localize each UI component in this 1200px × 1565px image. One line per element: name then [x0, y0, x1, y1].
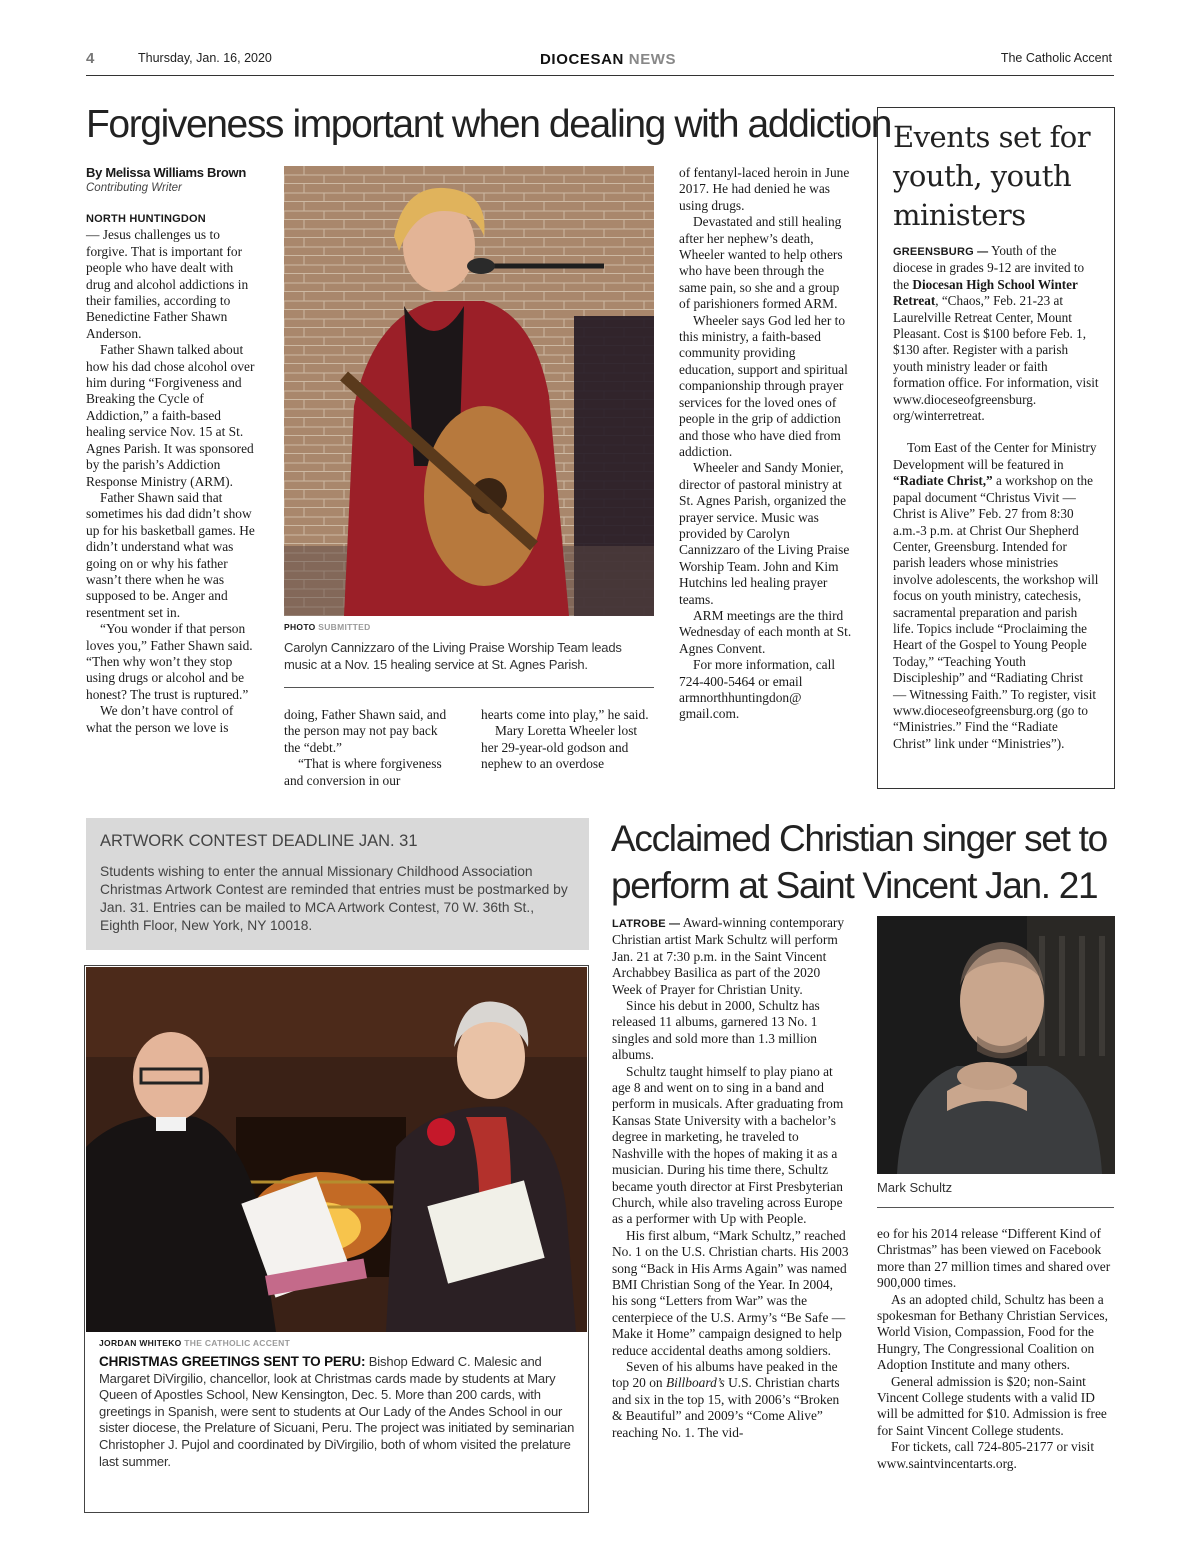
peru-photo-credit-bold: JORDAN WHITEKO: [99, 1338, 182, 1348]
artwork-contest-body: Students wishing to enter the annual Missionary Childhood Association Christmas Artwork Contest are reminded that entries must be postmarked by Jan. 31. Entries can be mailed to MCA Artwork Contest, 70 W. 36th St., Eighth Floor, New York, NY 10018.: [100, 864, 568, 933]
story1-paragraph: — Jesus challenges us to forgive. That is important for people who have dealt with drug and alcohol addictions in their families, according to Benedictine Father Shawn Anderson.: [86, 227, 249, 341]
section-flag-light: NEWS: [628, 51, 677, 68]
story2-paragraph: Schultz taught himself to play piano at age 8 and went on to sing in a band and perform in musicals. After graduating from Kansas State University with a bachelor’s degree in marketing, he traveled to Nashville with the hopes of making it as a musician. During his time there, Schultz became youth director at First Presbyterian Church, while also traveling across Europe as a performer with Up with People.: [612, 1063, 844, 1227]
header-rule: [86, 75, 1114, 76]
section-flag-bold: DIOCESAN: [540, 51, 624, 68]
events-box: [877, 107, 1115, 789]
story1-paragraph: Wheeler says God led her to this ministry, a faith-based community providing education, support and spiritual companionship through prayer services for the loved ones of people in the grip of addiction and those who have died from addiction.: [679, 312, 848, 459]
story2-paragraph: [612, 915, 850, 998]
christmas-cards-photo: [86, 967, 587, 1332]
christmas-cards-photo-graphic: [86, 967, 587, 1332]
story2-headline: Acclaimed Christian singer set to perform at Saint Vincent Jan. 21: [611, 818, 1107, 906]
story2-dateline: LATROBE —: [612, 918, 681, 930]
peru-photo-credit-light: THE CATHOLIC ACCENT: [184, 1338, 291, 1348]
story1-paragraph: “That is where forgiveness and conversion in our: [284, 756, 442, 788]
story2-paragraph: [612, 1359, 850, 1441]
story1-dateline: NORTH HUNTINGDON: [86, 213, 206, 225]
events-text: Youth of the diocese in grades 9-12 are invited to the: [893, 243, 1085, 292]
story2-text: Award-winning contemporary Christian artist Mark Schultz will perform Jan. 21 at 7:30 p.m. in the Saint Vincent Archabbey Basilica as part of the 2020 Week of Prayer for Christian Unity.: [612, 915, 845, 997]
story1-paragraph: Father Shawn said that sometimes his dad didn’t show up for his basketball games. He didn’t understand what was going on or why his father wasn’t there when he was supposed to be. Anger and resentment set in.: [86, 489, 255, 620]
peru-caption-text: Bishop Edward C. Malesic and Margaret DiVirgilio, chancellor, look at Christmas cards made by students at Mary Queen of Apostles School, New Kensington, Dec. 5. More than 200 cards, with greetings in Spanish, were sent to students at Our Lady of the Andes School in our sister diocese, the Prelature of Sicuani, Peru. The project was initiated by seminarian Christopher J. Pujol and coordinated by DiVirgilio, both of whom visited the prelature last summer.: [99, 1354, 575, 1469]
story1-paragraph: ARM meetings are the third Wednesday of each month at St. Agnes Convent.: [679, 607, 852, 656]
events-text-bold: Diocesan High School Winter Retreat: [893, 276, 1078, 309]
events-text: Tom East of the Center for Ministry Development will be featured in: [893, 440, 1097, 472]
story2-paragraph: For tickets, call 724-805-2177 or visit www.saintvincentarts.org.: [877, 1439, 1095, 1471]
story1-photo-credit-bold: PHOTO: [284, 622, 316, 632]
story2-text: U.S. Christian charts and six in the top 15, with 2006’s “Broken & Beautiful” and 2009’s “Come Alive” reaching No. 1. The vid-: [612, 1375, 840, 1440]
story1-paragraph: “You wonder if that person loves you,” Father Shawn said. “Then why won’t they stop using drugs or alcohol and be honest? The trust is ruptured.”: [86, 621, 253, 702]
events-text-bold: “Radiate Christ,”: [893, 473, 993, 489]
story2-col1: [612, 915, 850, 1441]
issue-date: Thursday, Jan. 16, 2020: [138, 51, 272, 65]
story1-paragraph: Devastated and still healing after her nephew’s death, Wheeler wanted to help others who have been through the same pain, so she and a group of parishioners formed ARM.: [679, 214, 843, 312]
story2-col2: [877, 1226, 1115, 1472]
events-headline: Events set for youth, youth ministers: [893, 120, 1091, 232]
story1-paragraph: doing, Father Shawn said, and the person may not pay back the “debt.”: [284, 707, 447, 755]
story1-paragraph: hearts come into play,” he said.: [481, 707, 649, 722]
artwork-contest-box: [86, 818, 589, 950]
byline-role: Contributing Writer: [86, 182, 182, 194]
story1-col4: [679, 165, 853, 723]
story1-paragraph: For more information, call 724-400-5464 or email armnorthhuntingdon@ gmail.com.: [679, 657, 836, 722]
byline: By Melissa Williams Brown: [86, 165, 246, 180]
mark-schultz-photo: [877, 916, 1115, 1174]
story1-paragraph: of fentanyl-laced heroin in June 2017. He had denied he was using drugs.: [679, 165, 850, 213]
mark-schultz-caption: Mark Schultz: [877, 1180, 953, 1195]
story1-headline: Forgiveness important when dealing with addiction: [86, 103, 892, 146]
story1-col2: [284, 707, 456, 789]
peru-photo-caption: [99, 1354, 577, 1470]
events-dateline: GREENSBURG —: [893, 246, 989, 258]
story1-paragraph: Father Shawn talked about how his dad chose alcohol over him during “Forgiveness and Breaking the Cycle of Addiction,” a faith-based healing service Nov. 15 at St. Agnes Parish. It was sponsored by the parish’s Addiction Response Ministry (ARM).: [86, 342, 255, 489]
events-paragraph: [893, 440, 1099, 752]
story1-col3: [481, 707, 653, 773]
story1-paragraph: Mary Loretta Wheeler lost her 29-year-old godson and nephew to an overdose: [481, 723, 638, 772]
story1-caption-rule: [284, 687, 654, 688]
section-flag: [540, 51, 676, 68]
page-number: 4: [86, 50, 95, 67]
story1-photo-caption: Carolyn Cannizzaro of the Living Praise Worship Team leads music at a Nov. 15 healing service at St. Agnes Parish.: [284, 640, 622, 672]
peru-caption-bold: CHRISTMAS GREETINGS SENT TO PERU:: [99, 1354, 366, 1369]
story2-caption-rule: [877, 1207, 1114, 1208]
story2-paragraph: eo for his 2014 release “Different Kind of Christmas” has been viewed on Facebook more than 27 million times and shared over 900,000 times.: [877, 1226, 1111, 1291]
artwork-contest-title: ARTWORK CONTEST DEADLINE JAN. 31: [100, 832, 418, 850]
singer-photo: [284, 166, 654, 616]
story2-paragraph: General admission is $20; non-Saint Vincent College students with a valid ID will be admitted for $10. Admission is free for Saint Vincent College students.: [877, 1373, 1107, 1438]
story1-paragraph: Wheeler and Sandy Monier, director of pastoral ministry at St. Agnes Parish, organized the prayer service. Music was provided by Carolyn Cannizzaro of the Living Praise Worship Team. John and Kim Hutchins led healing prayer teams.: [679, 460, 850, 607]
story2-paragraph: As an adopted child, Schultz has been a spokesman for Bethany Christian Services, World Vision, Compassion, Food for the Hungry, The Congressional Coalition on Adoption Institute and many others.: [877, 1291, 1108, 1373]
mark-schultz-photo-graphic: [877, 916, 1115, 1174]
story2-paragraph: Since his debut in 2000, Schultz has released 11 albums, garnered 13 No. 1 singles and sold more than 1.3 million albums.: [612, 998, 820, 1063]
story2-text-italic: Billboard’s: [665, 1375, 725, 1391]
story1-col1: [86, 165, 258, 736]
story1-photo-credit-light: SUBMITTED: [318, 622, 371, 632]
story2-paragraph: His first album, “Mark Schultz,” reached No. 1 on the U.S. Christian charts. His 2003 song “Back in His Arms Again” was named BMI Christian Song of the Year. In 2004, his song “Letters from War” was the centerpiece of the U.S. Army’s “Be Safe — Make it Home” campaign designed to help reduce accidental deaths among soldiers.: [612, 1227, 849, 1358]
peru-photo-credit: [99, 1338, 290, 1348]
events-text: , “Chaos,” Feb. 21-23 at Laurelville Retreat Center, Mount Pleasant. Cost is $100 before Feb. 1, $130 after. Register with a parish youth ministry leader or faith formation office. For information, visit www.dioceseofgreensburg. org/winterretreat.: [893, 293, 1099, 424]
singer-photo-graphic: [284, 166, 654, 616]
events-text: a workshop on the papal document “Christus Vivit — Christ is Alive” Feb. 27 from 8:30 a.m.-3 p.m. at Christ Our Shepherd Center, Greensburg. Intended for parish leaders whose ministries involve adolescents, the workshop will focus on youth ministry, catechesis, sacramental preparation and parish life. Topics include “Proclaiming the Heart of the Gospel to Young People Today,” “Teaching Youth Discipleship” and “Radiating Christ — Witnessing Faith.” To register, visit www.dioceseofgreensburg.org (go to “Ministries.” Find the “Radiate Christ” link under “Ministries”).: [893, 473, 1099, 751]
events-paragraph: [893, 243, 1099, 424]
story2-text: Seven of his albums have peaked in the top 20 on: [612, 1358, 838, 1391]
story1-photo-credit: [284, 622, 371, 632]
publication-name: The Catholic Accent: [1000, 51, 1112, 65]
story1-paragraph: We don’t have control of what the person we love is: [86, 703, 234, 735]
